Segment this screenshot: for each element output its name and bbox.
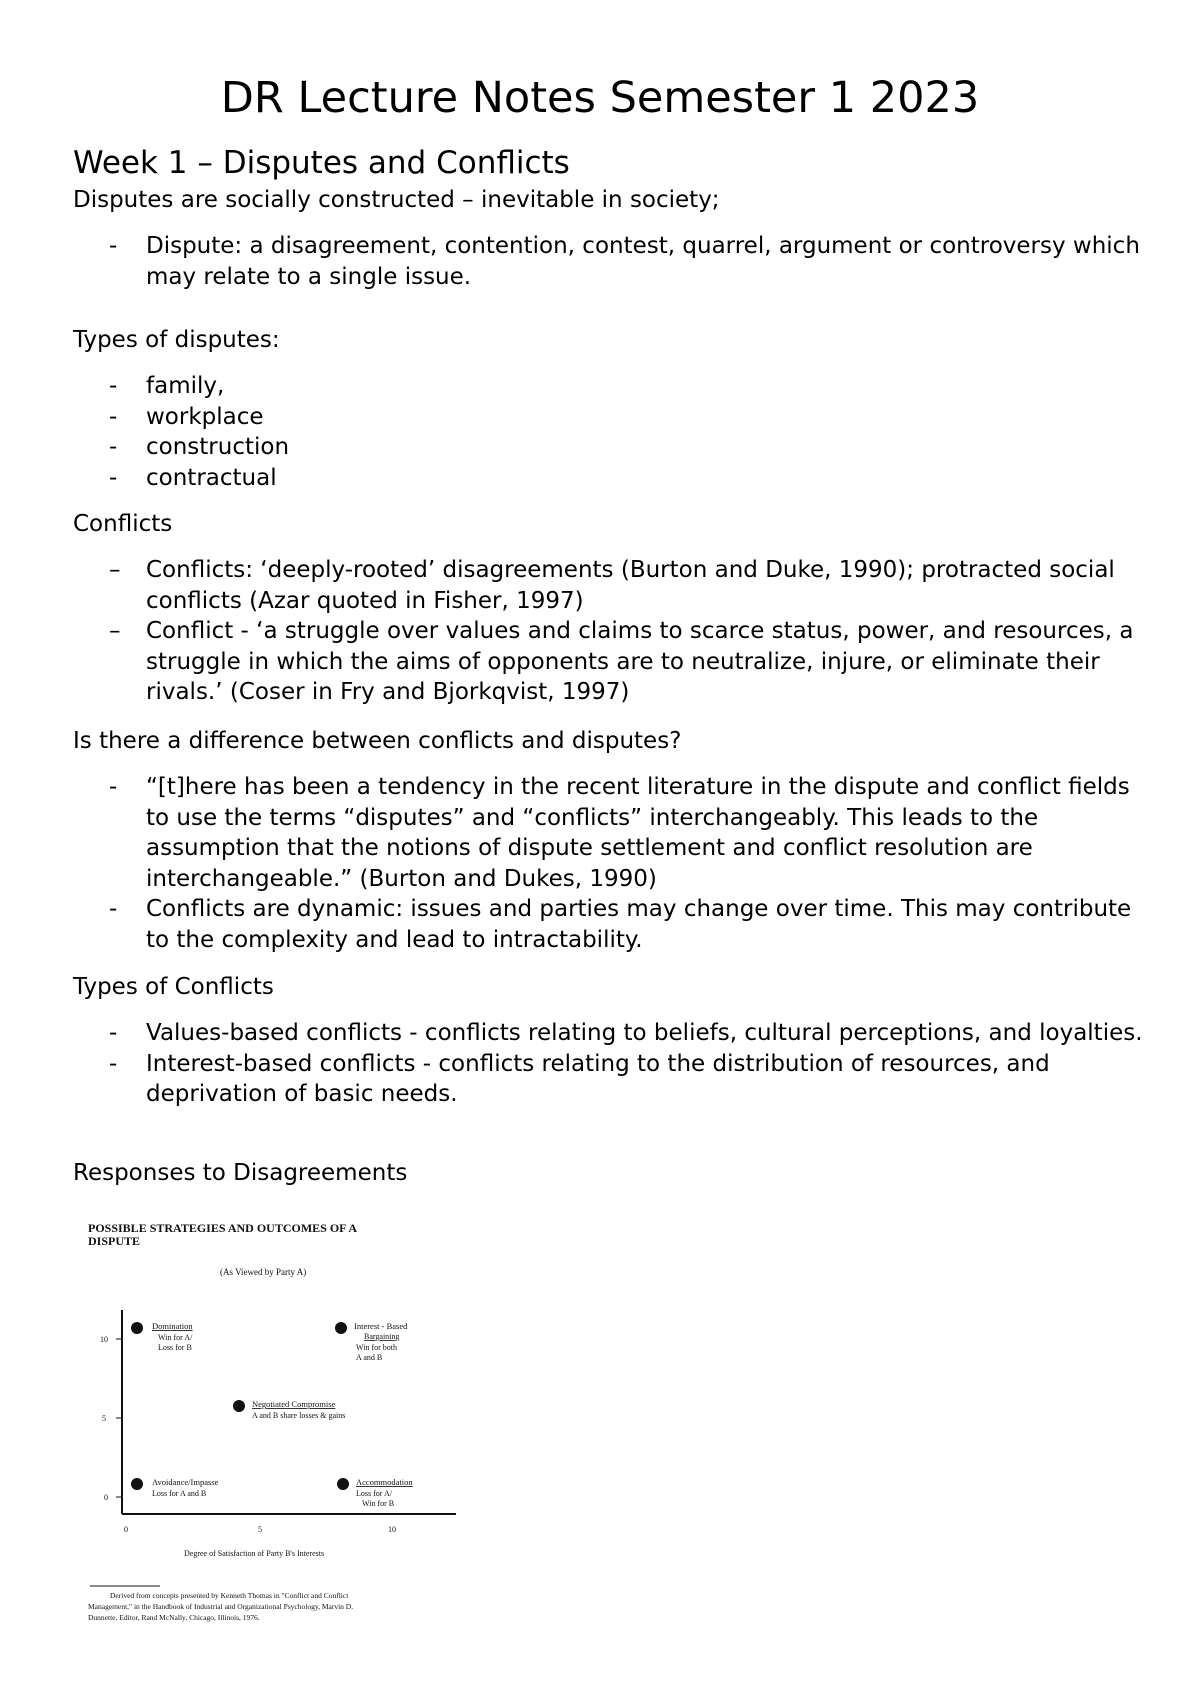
footnote-line: Management," in the Handbook of Industrial and Organizational Psychology, Marvin D. xyxy=(88,1602,354,1611)
point-accommodation xyxy=(337,1478,349,1490)
paragraph-difference-question: Is there a difference between conflicts and disputes? xyxy=(73,728,682,754)
list-item: - workplace xyxy=(109,403,264,430)
paragraph-types-of-conflicts: Types of Conflicts xyxy=(73,974,274,1000)
paragraph-conflicts: Conflicts xyxy=(73,511,173,537)
figure-title-line2: DISPUTE xyxy=(88,1234,141,1248)
x-tick-label: 10 xyxy=(388,1525,396,1534)
list-conflict-definitions xyxy=(73,555,1143,708)
point-domination xyxy=(131,1322,143,1334)
point-desc: Win for A/ xyxy=(158,1333,193,1342)
list-item: - contractual xyxy=(109,464,277,491)
list-item: - “[t]here has been a tendency in the recent literature in the dispute and conflict fields to use the terms “disputes” and “conflicts” interchangeably. This leads to the assumption that the notions of dispute settlement and conflict resolution are interchangeable.” (Burton and Dukes, 1990) xyxy=(109,774,1130,892)
section-heading: Week 1 – Disputes and Conflicts xyxy=(73,145,570,181)
point-desc: Bargaining xyxy=(364,1332,400,1341)
point-desc: Loss for A/ xyxy=(356,1489,392,1498)
list-item: - Dispute: a disagreement, contention, contest, quarrel, argument or controversy which may relate to a single issue. xyxy=(109,233,1140,290)
strategies-outcomes-figure xyxy=(80,1212,480,1632)
figure-title-line1: POSSIBLE STRATEGIES AND OUTCOMES OF A xyxy=(88,1221,358,1235)
list-conflict-types xyxy=(73,1018,1143,1110)
point-desc: Loss for B xyxy=(158,1343,192,1352)
document-title: DR Lecture Notes Semester 1 2023 xyxy=(220,73,980,123)
list-item: - construction xyxy=(109,434,290,460)
point-label: Avoidance/Impasse xyxy=(152,1477,219,1487)
footnote-line: Dunnette, Editor, Rand McNally, Chicago, Illinois, 1976. xyxy=(88,1613,260,1622)
list-item: - Values-based conflicts - conflicts relating to beliefs, cultural perceptions, and loyalties. xyxy=(109,1020,1143,1046)
y-tick-label: 5 xyxy=(102,1414,106,1423)
point-label: Accommodation xyxy=(356,1477,413,1487)
x-tick-label: 0 xyxy=(124,1525,128,1534)
point-label: Domination xyxy=(152,1321,193,1331)
x-axis-label: Degree of Satisfaction of Party B's Interests xyxy=(184,1549,325,1558)
list-item: - Interest-based conflicts - conflicts relating to the distribution of resources, and deprivation of basic needs. xyxy=(109,1050,1050,1107)
x-tick-label: 5 xyxy=(258,1525,262,1534)
list-item: – Conflict - ‘a struggle over values and claims to scarce status, power, and resources, a struggle in which the aims of opponents are to neutralize, injure, or eliminate their rivals.’ (Coser in Fry and Bjorkqvist, 1997) xyxy=(109,618,1134,705)
figure-subtitle: (As Viewed by Party A) xyxy=(220,1267,307,1277)
point-label: Interest - Based xyxy=(354,1321,408,1331)
list-dispute-definition xyxy=(73,231,1143,292)
point-desc: Win for both xyxy=(356,1343,398,1352)
point-label: Negotiated Compromise xyxy=(252,1399,336,1409)
y-tick-label: 10 xyxy=(100,1335,108,1344)
point-interest-based xyxy=(335,1322,347,1334)
point-desc: A and B share losses & gains xyxy=(252,1411,346,1420)
y-tick-label: 0 xyxy=(104,1493,108,1502)
list-difference-points xyxy=(73,772,1143,955)
paragraph-responses: Responses to Disagreements xyxy=(73,1160,408,1186)
list-item: – Conflicts: ‘deeply-rooted’ disagreements (Burton and Duke, 1990); protracted social conflicts (Azar quoted in Fisher, 1997) xyxy=(109,557,1115,614)
list-item: - family, xyxy=(109,373,225,399)
paragraph-types-of-disputes: Types of disputes: xyxy=(73,327,280,353)
paragraph-disputes-intro: Disputes are socially constructed – inevitable in society; xyxy=(73,187,720,213)
point-avoidance xyxy=(131,1478,143,1490)
point-negotiated-compromise xyxy=(233,1400,245,1412)
point-desc: Loss for A and B xyxy=(152,1489,207,1498)
footnote-line: Derived from concepts presented by Kenneth Thomas in "Conflict and Conflict xyxy=(110,1591,349,1600)
list-dispute-types xyxy=(73,371,1143,493)
point-desc: Win for B xyxy=(362,1499,395,1508)
point-desc: A and B xyxy=(356,1353,383,1362)
list-item: - Conflicts are dynamic: issues and parties may change over time. This may contribute to the complexity and lead to intractability. xyxy=(109,896,1132,953)
